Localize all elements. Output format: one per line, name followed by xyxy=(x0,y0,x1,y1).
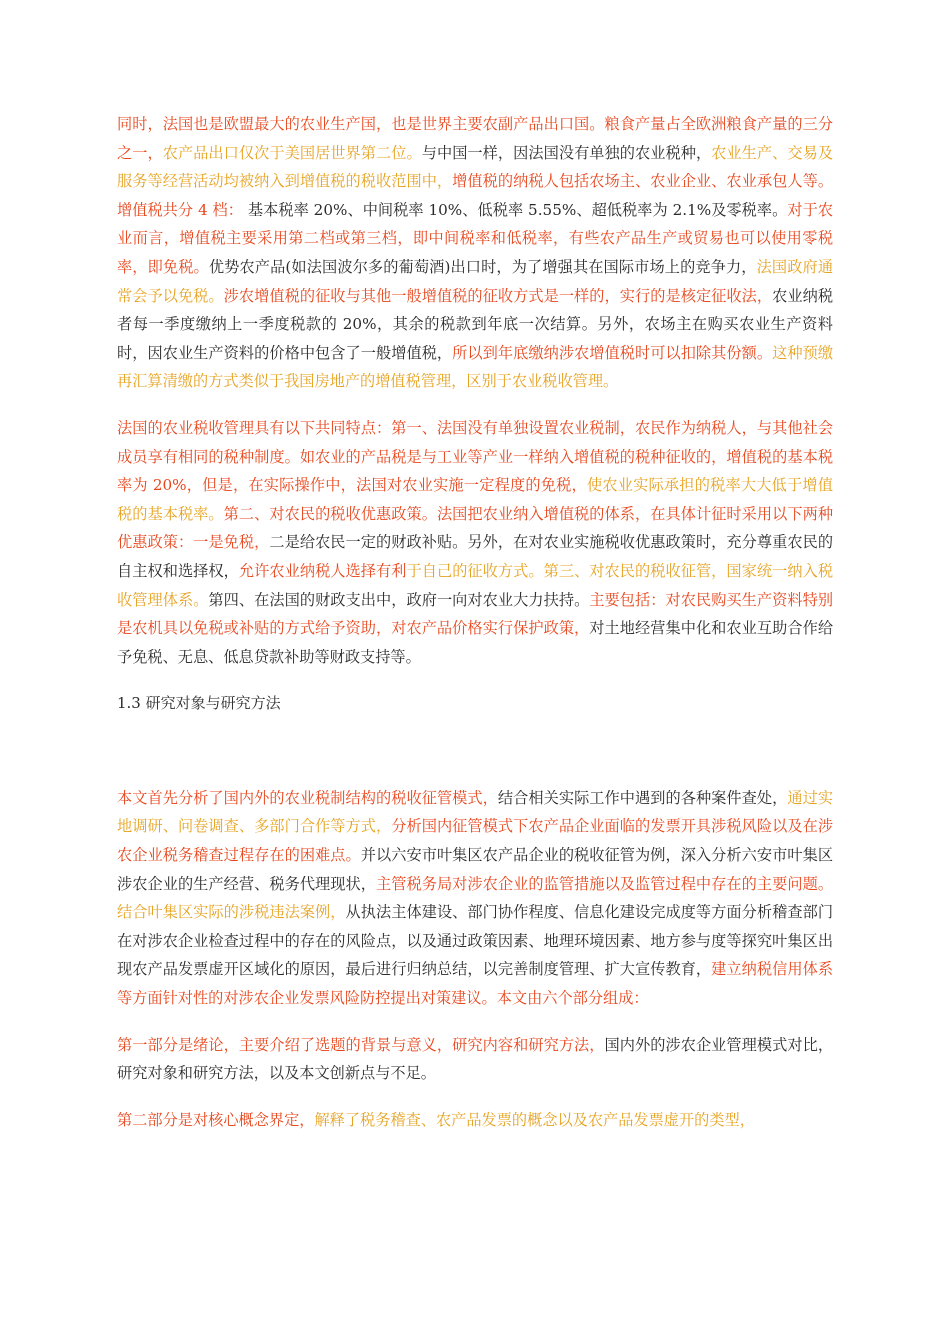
text-segment: 增值税的纳税人包括农场主、农业企业、农业承包人等。增值税共分 4 档： xyxy=(117,172,834,219)
text-segment: 结合相关实际工作中遇到的各种案件查处， xyxy=(497,788,788,807)
text-segment: 解释了税务稽查、农产品发票的概念以及农产品发票虚开的类型， xyxy=(314,1110,755,1129)
text-segment: 同时，法国也是欧盟最大的农业生产国，也是世界主要农副产品出口国。粮食产量占全欧洲粮食产量的三分之一， xyxy=(117,115,833,162)
text-segment: 对土地经营集中化和农业互助合作给予免税、无息、低息贷款补助等财政支持等。 xyxy=(117,619,834,666)
text-segment: 允许农业纳税人选择有利 xyxy=(238,561,407,580)
paragraph-part-one xyxy=(117,1031,833,1088)
text-segment: 优势农产品(如法国波尔多的葡萄酒)出口时，为了增强其在国际市场上的竞争力， xyxy=(208,257,757,276)
text-segment: 从执法主体建设、部门协作程度、信息化建设完成度等方面分析稽查部门在对涉农企业检查过程中的存在的风险点，以及通过政策因素、地理环境因素、地方参与度等探究叶集区出现农产品发票虚开区域化的原因，最后进行归纳总结，以完善制度管理、扩大宣传教育， xyxy=(117,903,834,979)
text-segment: 第二、对农民的税收优惠政策。法国把农业纳入增值税的体系，在具体计征时采用以下两种优惠政策：一是免税， xyxy=(117,504,834,552)
section-heading: 1.3 研究对象与研究方法 xyxy=(117,694,281,713)
paragraph-france-features xyxy=(117,414,833,671)
text-segment: 国内外的涉农企业管理模式对比，研究对象和研究方法，以及本文创新点与不足。 xyxy=(117,1035,834,1083)
text-segment: 这种预缴再汇算清缴的方式类似于我国房地产的增值税管理，区别于农业税收管理。 xyxy=(117,343,834,391)
text-segment: 法国政府通常会予以免税。 xyxy=(117,257,834,305)
text-segment: 建立纳税信用体系等方面针对性的对涉农企业发票风险防控提出对策建议。本文由六个部分组成： xyxy=(117,960,834,1008)
text-segment: 第四、在法国的财政支出中，政府一向对农业大力扶持。 xyxy=(208,590,590,609)
text-segment: 基本税率 20%、中间税率 10%、低税率 5.55%、超低税率为 2.1%及零税率。 xyxy=(243,200,788,219)
text-segment: 本文首先分析了国内外的农业税制结构的税收征管模式， xyxy=(117,788,498,807)
text-segment: 通过实地调研、问卷调查、多部门合作等方式， xyxy=(117,788,834,836)
text-segment: 分析国内征管模式下农产品企业面临的发票开具涉税风险以及在涉农企业税务稽查过程存在的困难点。 xyxy=(117,817,834,865)
text-segment: 结合叶集区实际的涉税违法案例， xyxy=(117,903,346,922)
text-segment: 对于农业而言，增值税主要采用第二档或第三档，即中间税率和低税率，有些农产品生产或贸易也可以使用零税率，即免税。 xyxy=(117,200,834,276)
text-segment: 主管税务局对涉农企业的监管措施以及监管过程中存在的主要问题。 xyxy=(376,874,834,893)
document-page xyxy=(117,110,833,1152)
paragraph-france-vat xyxy=(117,110,833,396)
text-segment: 使农业实际承担的税率大大低于增值税的基本税率。 xyxy=(117,476,834,523)
text-segment: 农产品出口仅次于美国居世界第二位。 xyxy=(162,143,422,162)
text-segment: 于自己的征收方式。第三、对农民的税收征管，国家统一纳入税收管理体系。 xyxy=(117,561,834,609)
text-segment: 主要包括：对农民购买生产资料特别是农机具以免税或补贴的方式给予资助，对农产品价格实行保护政策， xyxy=(117,590,834,638)
paragraph-method xyxy=(117,784,833,1013)
text-segment: 所以到年底缴纳涉农增值税时可以扣除其份额。 xyxy=(452,343,773,362)
text-segment: 第一部分是绪论，主要介绍了选题的背景与意义，研究内容和研究方法， xyxy=(117,1035,605,1054)
text-segment: 法国的农业税收管理具有以下共同特点：第一、法国没有单独设置农业税制，农民作为纳税人，与其他社会成员享有相同的税种制度。如农业的产品税是与工业等产业一样纳入增值税的税种征收的，增值税的基本税率为 20%，但是，在实际操作中，法国对农业实施一定程度的免税， xyxy=(117,418,833,495)
text-segment: 涉农增值税的征收与其他一般增值税的征收方式是一样的，实行的是核定征收法， xyxy=(223,286,773,305)
spacer xyxy=(117,718,833,784)
text-segment: 农业纳税者每一季度缴纳上一季度税款的 20%，其余的税款到年底一次结算。另外，农场主在购买农业生产资料时，因农业生产资料的价格中包含了一般增值税， xyxy=(117,286,834,362)
text-segment: 二是给农民一定的财政补贴。另外，在对农业实施税收优惠政策时，充分尊重农民的自主权和选择权， xyxy=(117,533,834,580)
text-segment: 农业生产、交易及服务等经营活动均被纳入到增值税的税收范围中， xyxy=(117,143,834,191)
text-segment: 并以六安市叶集区农产品企业的税收征管为例，深入分析六安市叶集区涉农企业的生产经营、税务代理现状， xyxy=(117,846,834,893)
text-segment: 第二部分是对核心概念界定， xyxy=(117,1110,315,1129)
paragraph-part-two xyxy=(117,1106,833,1135)
text-segment: 与中国一样，因法国没有单独的农业税种， xyxy=(421,143,712,162)
